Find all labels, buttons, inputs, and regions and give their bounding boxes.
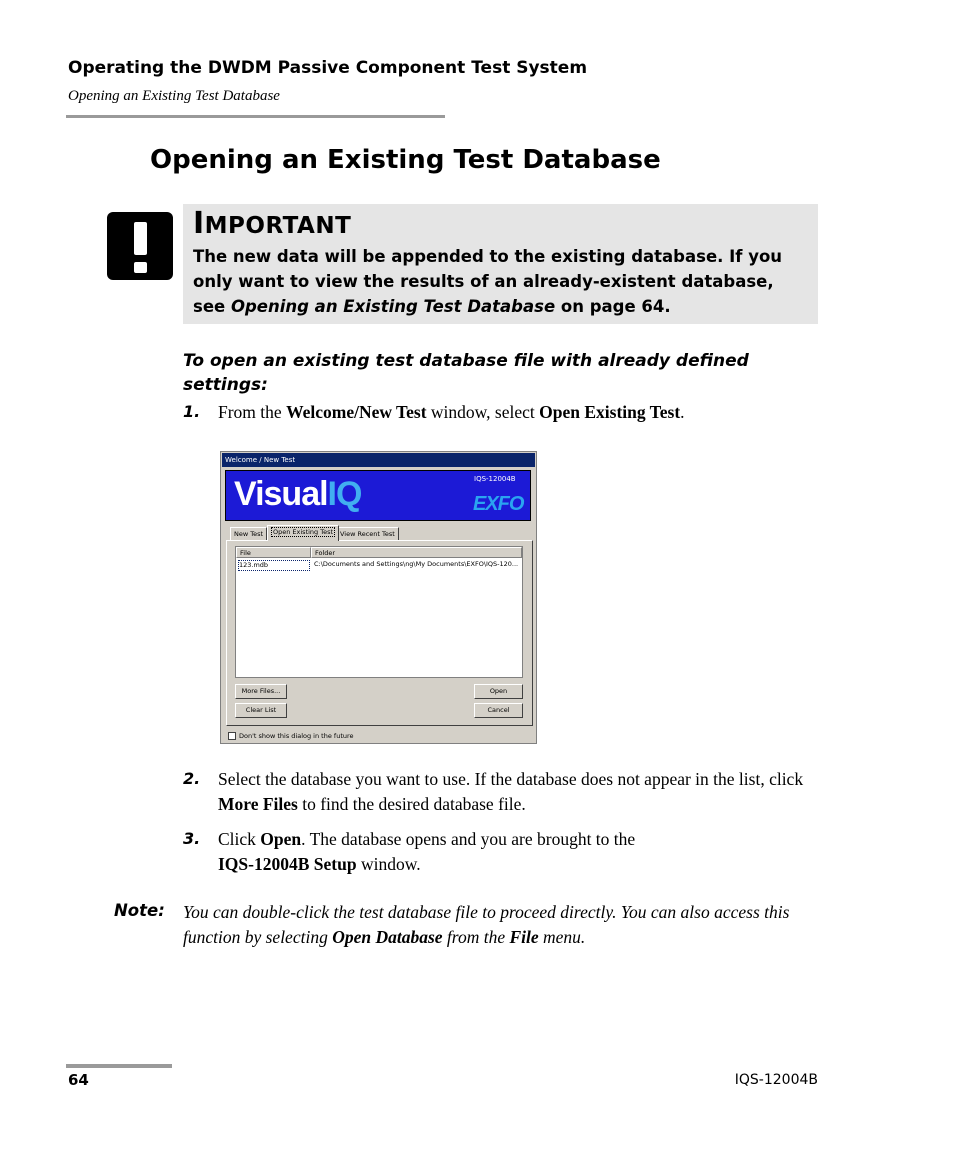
exfo-logo: EXFO (473, 493, 524, 515)
page-number: 64 (68, 1071, 89, 1089)
header-rule (66, 115, 445, 118)
column-header-file[interactable]: File (236, 547, 311, 558)
product-banner (225, 470, 531, 521)
important-text: The new data will be appended to the existing database. If you only want to view the results of an already-existent database, see Opening an Existing Test Database on page 64. (193, 247, 783, 316)
running-header-title: Operating the DWDM Passive Component Test System (68, 58, 588, 78)
step-text: From the Welcome/New Test window, select Open Existing Test. (218, 402, 685, 422)
step-number: 2. (183, 769, 201, 788)
model-label: IQS-12004B (474, 475, 516, 483)
dont-show-checkbox[interactable] (228, 732, 236, 740)
step-number: 1. (183, 402, 201, 421)
tab-view-recent-test[interactable]: View Recent Test (336, 527, 399, 540)
tab-new-test[interactable]: New Test (230, 527, 267, 540)
document-id: IQS-12004B (734, 1072, 818, 1088)
section-title: Opening an Existing Test Database (150, 145, 661, 175)
clear-list-button[interactable]: Clear List (235, 703, 287, 718)
exclamation-icon (107, 212, 173, 280)
footer-rule (66, 1064, 172, 1068)
procedure-title: To open an existing test database file with already defined settings: (183, 351, 749, 395)
list-item-folder[interactable]: C:\Documents and Settings\ng\My Documents\EXFO\IQS-120... (314, 560, 519, 568)
more-files-button[interactable]: More Files... (235, 684, 287, 699)
open-button[interactable]: Open (474, 684, 523, 699)
column-header-folder[interactable]: Folder (311, 547, 522, 558)
list-item-file[interactable]: 123.mdb (238, 560, 310, 571)
note-label: Note: (114, 901, 165, 920)
dont-show-label: Don't show this dialog in the future (239, 732, 354, 740)
step-number: 3. (183, 829, 201, 848)
window-titlebar: Welcome / New Test (222, 453, 535, 467)
tab-open-existing-test[interactable]: Open Existing Test (267, 525, 339, 541)
cancel-button[interactable]: Cancel (474, 703, 523, 718)
note-text: You can double-click the test database file to proceed directly. You can also access this function by selecting Open Database from the File menu. (183, 902, 790, 947)
step-text: Select the database you want to use. If the database does not appear in the list, click More Files to find the desired database file. (218, 769, 804, 814)
running-header-subtitle: Opening an Existing Test Database (68, 88, 280, 104)
step-text: Click Open. The database opens and you are brought to the IQS-12004B Setup window. (218, 829, 636, 874)
database-list[interactable] (235, 546, 523, 678)
cross-reference-link: Opening an Existing Test Database (230, 297, 556, 316)
important-title: IMPORTANT (193, 206, 352, 241)
welcome-dialog-screenshot (220, 451, 537, 744)
visualiq-logo: VisualIQ (234, 475, 362, 513)
